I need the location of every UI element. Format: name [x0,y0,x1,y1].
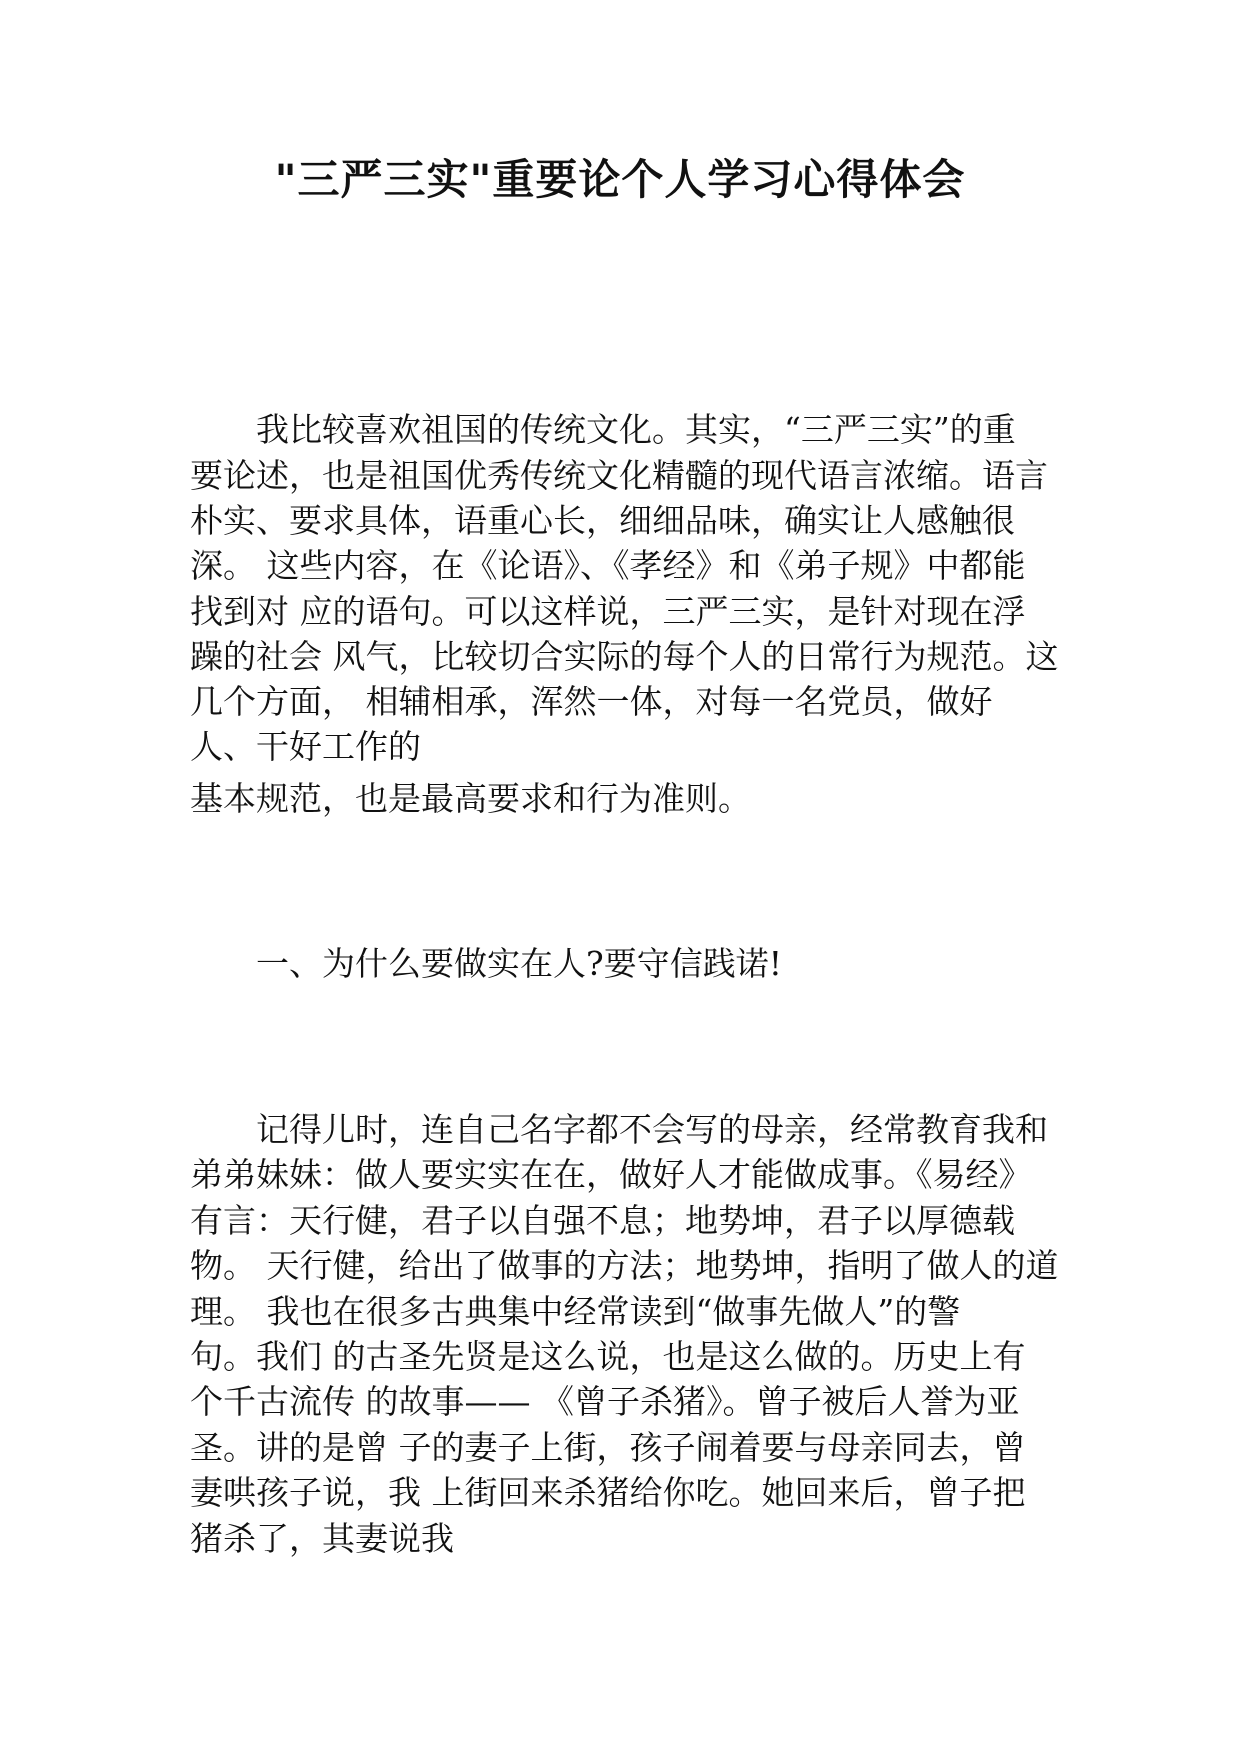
story-line-5: 理。 我也在很多古典集中经常读到“做事先做人”的警 [190,1292,961,1331]
intro-line-5: 找到对 应的语句。可以这样说，三严三实，是针对现在浮 [190,592,1026,631]
story-line-7: 个千古流传 的故事—— 《曾子杀猪》。曾子被后人誉为亚 [190,1382,1020,1421]
section-heading: 一、为什么要做实在人?要守信践诺! [256,944,782,983]
intro-line-6: 躁的社会 风气，比较切合实际的每个人的日常行为规范。这 [190,637,1059,676]
intro-line-4: 深。 这些内容，在《论语》、《孝经》和《弟子规》中都能 [190,546,1026,585]
story-line-2: 弟弟妹妹：做人要实实在在，做好人才能做成事。《易经》 [190,1155,1032,1194]
story-line-6: 句。我们 的古圣先贤是这么说，也是这么做的。历史上有 [190,1337,1026,1376]
story-line-8: 圣。讲的是曾 子的妻子上街，孩子闹着要与母亲同去，曾 [190,1428,1026,1467]
story-line-1: 记得儿时，连自己名字都不会写的母亲，经常教育我和 [256,1110,1048,1149]
intro-line-8: 人、干好工作的 [190,727,421,766]
story-line-10: 猪杀了，其妻说我 [190,1519,454,1558]
document-title: "三严三实"重要论个人学习心得体会 [274,155,966,204]
intro-line-9: 基本规范，也是最高要求和行为准则。 [190,779,751,818]
intro-line-2: 要论述，也是祖国优秀传统文化精髓的现代语言浓缩。语言 [190,456,1048,495]
intro-line-1: 我比较喜欢祖国的传统文化。其实，“三严三实”的重 [256,410,1016,449]
story-line-4: 物。 天行健，给出了做事的方法；地势坤，指明了做人的道 [190,1246,1059,1285]
intro-line-7: 几个方面， 相辅相承，浑然一体，对每一名党员，做好 [190,682,993,721]
story-line-3: 有言：天行健，君子以自强不息；地势坤，君子以厚德载 [190,1201,1015,1240]
story-line-9: 妻哄孩子说，我 上街回来杀猪给你吃。她回来后，曾子把 [190,1473,1026,1512]
intro-line-3: 朴实、要求具体，语重心长，细细品味，确实让人感触很 [190,501,1015,540]
